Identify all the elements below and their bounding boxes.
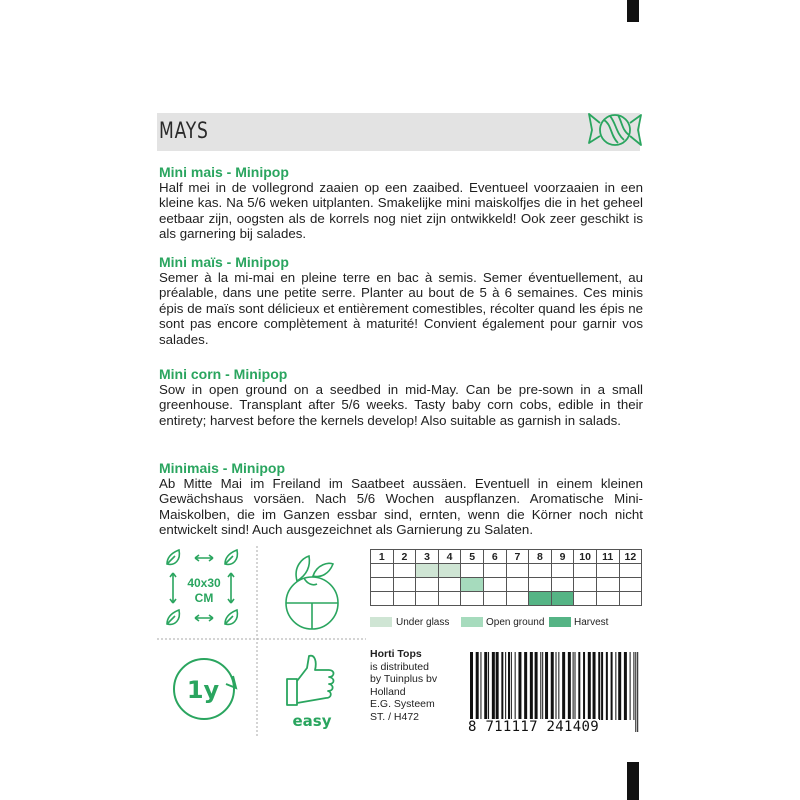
- calendar-table: [370, 549, 642, 606]
- section-german: [159, 460, 643, 538]
- barcode-bar: [588, 652, 591, 720]
- barcode-bar: [630, 652, 631, 720]
- section-dutch: [159, 164, 643, 242]
- barcode-bar: [492, 652, 495, 720]
- barcode-bar: [535, 652, 538, 720]
- barcode-bar: [480, 652, 481, 720]
- calendar-cell: [483, 564, 506, 578]
- month-header: 12: [619, 550, 642, 564]
- calendar-cell: [483, 592, 506, 606]
- barcode-bar: [578, 652, 580, 720]
- legend-swatch: [461, 617, 483, 627]
- calendar-cell: [416, 578, 439, 592]
- distributor-line: is distributed: [370, 660, 429, 673]
- barcode-bar: [542, 652, 543, 720]
- legend-label: Under glass: [396, 617, 450, 628]
- calendar-cell: [416, 564, 439, 578]
- calendar-cell: [438, 578, 461, 592]
- distributor-info: [370, 648, 437, 723]
- barcode-bar: [635, 652, 636, 732]
- month-header: 10: [574, 550, 597, 564]
- legend-label: Open ground: [486, 617, 545, 628]
- cultivation-icons: [157, 546, 366, 736]
- barcode-bar: [593, 652, 596, 720]
- calendar-cell: [551, 564, 574, 578]
- month-header: 8: [529, 550, 552, 564]
- barcode-bar: [518, 652, 521, 720]
- section-body: Half mei in de vollegrond zaaien op een zaaibed. Eventueel voorzaaien in een kleine kas. Na 5/6 weken uitplanten. Smakelijke mini maiskolfjes die in het geheel eetbaar zijn, oogsten als de korrels nog niet zijn ontwikkeld! Ook zeer geschikt is als garnering bij salades.: [159, 180, 643, 242]
- calendar-cell: [619, 564, 642, 578]
- calendar-cell: [619, 592, 642, 606]
- distributor-line: E.G. Systeem: [370, 698, 435, 710]
- section-title: Mini mais - Minipop: [159, 164, 289, 180]
- calendar-cell: [551, 578, 574, 592]
- calendar-row-open-ground: [371, 578, 642, 592]
- barcode-bar: [511, 652, 512, 720]
- calendar-row-harvest: [371, 592, 642, 606]
- legend-label: Harvest: [574, 617, 609, 628]
- legend-swatch: [549, 617, 571, 627]
- barcode-bar: [530, 652, 533, 720]
- section-body: Sow in open ground on a seedbed in mid-May. Can be pre-sown in a small greenhouse. Transplant after 5/6 weeks. Tasty baby corn cobs, edible in their entirety; harvest before the kernels develop! Also suitable as garnish in salads.: [159, 382, 643, 428]
- barcode-bar: [575, 652, 576, 720]
- calendar-cell: [371, 564, 394, 578]
- barcode-bar: [633, 652, 634, 720]
- calendar-cell: [483, 578, 506, 592]
- calendar-cell: [416, 592, 439, 606]
- calendar-cell: [461, 592, 484, 606]
- section-title: Mini corn - Minipop: [159, 366, 288, 382]
- barcode-bar: [606, 652, 608, 720]
- bottom-edge-mark: [627, 762, 639, 800]
- month-header: 5: [461, 550, 484, 564]
- calendar-cell: [619, 578, 642, 592]
- barcode-bar: [611, 652, 613, 720]
- barcode-bar: [624, 652, 627, 720]
- legend-swatch: [370, 617, 392, 627]
- distributor-brand: Horti Tops: [370, 648, 422, 660]
- barcode-bar: [515, 652, 516, 720]
- barcode-bar: [508, 652, 510, 720]
- calendar-cell: [393, 578, 416, 592]
- barcode-bar: [484, 652, 487, 720]
- calendar-row-under-glass: [371, 564, 642, 578]
- month-header: 9: [551, 550, 574, 564]
- calendar-cell: [506, 564, 529, 578]
- calendar-cell: [371, 592, 394, 606]
- barcode-bar: [488, 652, 489, 720]
- barcode-bar: [637, 652, 638, 732]
- spacing-value: 40x30: [187, 576, 221, 590]
- header-title: MAYS: [159, 119, 209, 144]
- section-title: Mini maïs - Minipop: [159, 254, 289, 270]
- barcode-bar: [573, 652, 574, 720]
- calendar-cell: [574, 564, 597, 578]
- section-body: Semer à la mi-mai en pleine terre en bac à semis. Semer éventuellement, au préalable, dans une petite serre. Planter au bout de 5 à 6 semaines. Ces minis épis de maïs sont délicieux et entièrement comestibles, récolter quand les épis ne sont pas encore complètement à maturité! Convient également pour garnir vos salades.: [159, 270, 643, 347]
- barcode-bar: [496, 652, 499, 720]
- calendar-cell: [506, 592, 529, 606]
- section-title: Minimais - Minipop: [159, 460, 285, 476]
- barcode-bar: [562, 652, 565, 720]
- calendar-cell: [438, 592, 461, 606]
- barcode-bar: [568, 652, 571, 720]
- lifecycle-value: 1y: [186, 676, 220, 704]
- month-header: 3: [416, 550, 439, 564]
- calendar-cell: [574, 592, 597, 606]
- calendar-cell: [529, 564, 552, 578]
- barcode-bar: [601, 652, 603, 720]
- barcode-bar: [618, 652, 621, 720]
- distributor-line: ST. / H472: [370, 710, 420, 723]
- barcode-bar: [501, 652, 503, 720]
- sowing-pot-icon: [286, 556, 338, 629]
- month-header: 6: [483, 550, 506, 564]
- calendar-cell: [438, 564, 461, 578]
- calendar-cell: [393, 592, 416, 606]
- month-header: 4: [438, 550, 461, 564]
- difficulty-label: easy: [292, 712, 332, 730]
- calendar-cell: [574, 578, 597, 592]
- top-edge-mark: [627, 0, 639, 22]
- calendar-cell: [461, 578, 484, 592]
- section-body: Ab Mitte Mai im Freiland im Saatbeet aussäen. Eventuell in einem kleinen Gewächshaus vorsäen. Nach 5/6 Wochen auspflanzen. Aromatische Mini-Maiskolben, die im Ganzen essbar sind, ernten, wenn die Körner noch nicht entwickelt sind! Auch ausgezeichnet als Garnierung zu Salaten.: [159, 476, 643, 538]
- calendar-header-row: [371, 550, 642, 564]
- barcode-bar: [524, 652, 527, 720]
- spacing-unit: CM: [194, 591, 214, 605]
- month-header: 1: [371, 550, 394, 564]
- calendar-cell: [371, 578, 394, 592]
- barcode-digits: 8 711117 241409: [468, 719, 599, 735]
- barcode-bar: [615, 652, 616, 720]
- barcode-bar: [505, 652, 506, 720]
- section-header: [157, 113, 640, 151]
- calendar-cell: [551, 592, 574, 606]
- distributor-line: by Tuinplus bv: [370, 673, 438, 685]
- calendar-cell: [506, 578, 529, 592]
- calendar-cell: [393, 564, 416, 578]
- barcode-bar: [583, 652, 585, 720]
- calendar-cell: [529, 578, 552, 592]
- section-french: [159, 254, 643, 347]
- sowing-calendar: [370, 549, 642, 606]
- calendar-cell: [596, 578, 619, 592]
- distributor-line: Holland: [370, 685, 406, 698]
- calendar-cell: [596, 564, 619, 578]
- month-header: 7: [506, 550, 529, 564]
- thumbs-up-icon: [287, 656, 334, 705]
- calendar-cell: [596, 592, 619, 606]
- barcode-bar: [545, 652, 548, 720]
- section-english: [159, 366, 643, 428]
- month-header: 11: [596, 550, 619, 564]
- barcode-bar: [540, 652, 541, 720]
- barcode-bar: [598, 652, 600, 720]
- calendar-cell: [529, 592, 552, 606]
- month-header: 2: [393, 550, 416, 564]
- calendar-cell: [461, 564, 484, 578]
- candy-icon: [586, 105, 644, 155]
